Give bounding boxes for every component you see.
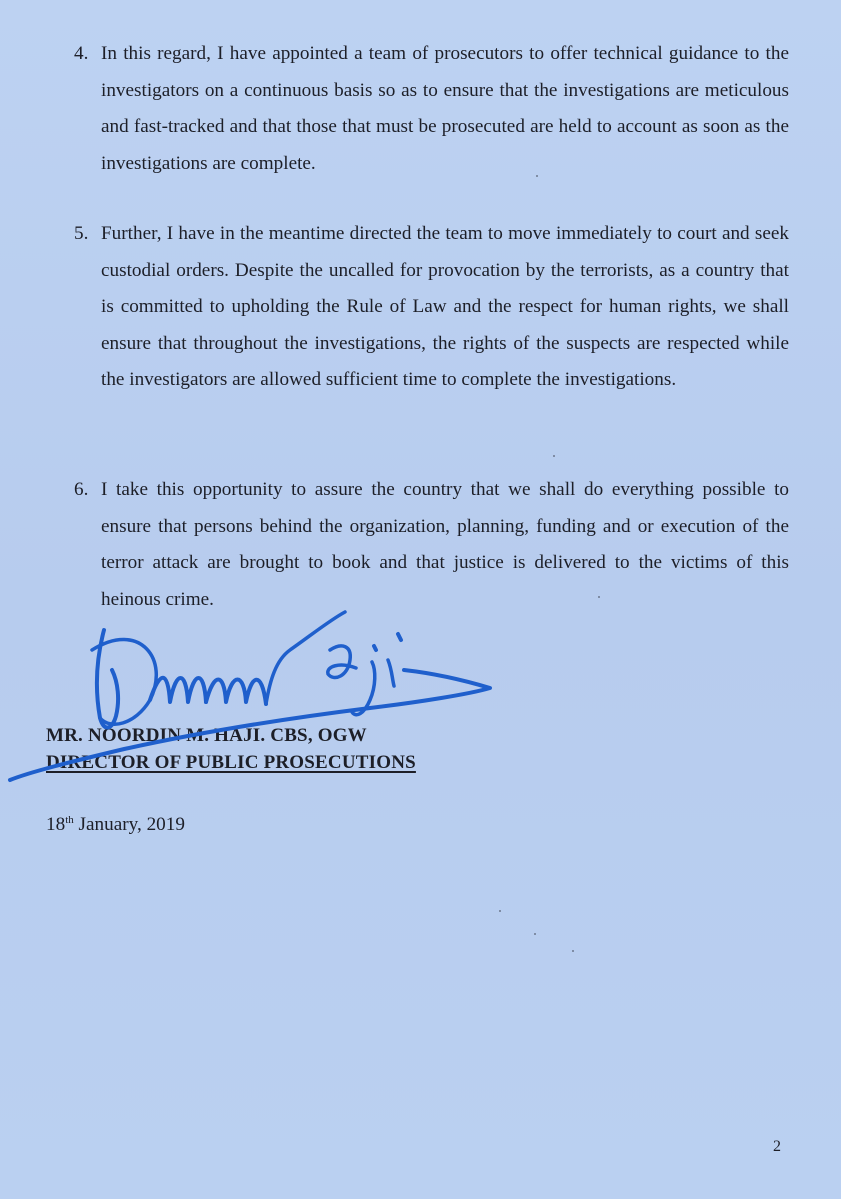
scan-speck (534, 933, 536, 935)
paragraph-text: Further, I have in the meantime directed the team to move immediately to court and seek custodial orders. Despite the uncalled for provocation by the terrorists, as a country that is committed to upholding the Rule of Law and the respect for human rights, we shall ensure that throughout the investigations, the rights of the suspects are respected while the investigators are allowed sufficient time to complete the investigations. (101, 223, 789, 390)
paragraph-4 (74, 36, 789, 182)
date-day: 18 (46, 814, 66, 835)
document-date (46, 814, 185, 836)
paragraph-text: In this regard, I have appointed a team of prosecutors to offer technical guidance to the investigators on a continuous basis so as to ensure that the investigations are meticulous and fast-tracked and that those that must be prosecuted are held to account as soon as the investigations are complete. (101, 43, 789, 174)
date-rest: January, 2019 (73, 814, 185, 835)
paragraph-number: 5. (74, 223, 89, 244)
signatory-name: MR. NOORDIN M. HAJI. CBS, OGW (46, 725, 367, 746)
paragraph-5 (74, 216, 789, 399)
page-number: 2 (773, 1138, 781, 1155)
paragraph-text: I take this opportunity to assure the country that we shall do everything possible to ensure that persons behind the organization, planning, funding and or execution of the terror attack are brought to book and that justice is delivered to the victims of this heinous crime. (101, 479, 789, 610)
scan-speck (598, 596, 600, 598)
date-suffix: th (65, 814, 74, 826)
handwritten-signature (0, 590, 520, 800)
paragraph-number: 6. (74, 479, 89, 500)
signatory-title: DIRECTOR OF PUBLIC PROSECUTIONS (46, 752, 416, 773)
scan-speck (499, 910, 501, 912)
scan-speck (536, 175, 538, 177)
paragraph-number: 4. (74, 43, 89, 64)
scan-speck (572, 950, 574, 952)
scan-speck (553, 455, 555, 457)
